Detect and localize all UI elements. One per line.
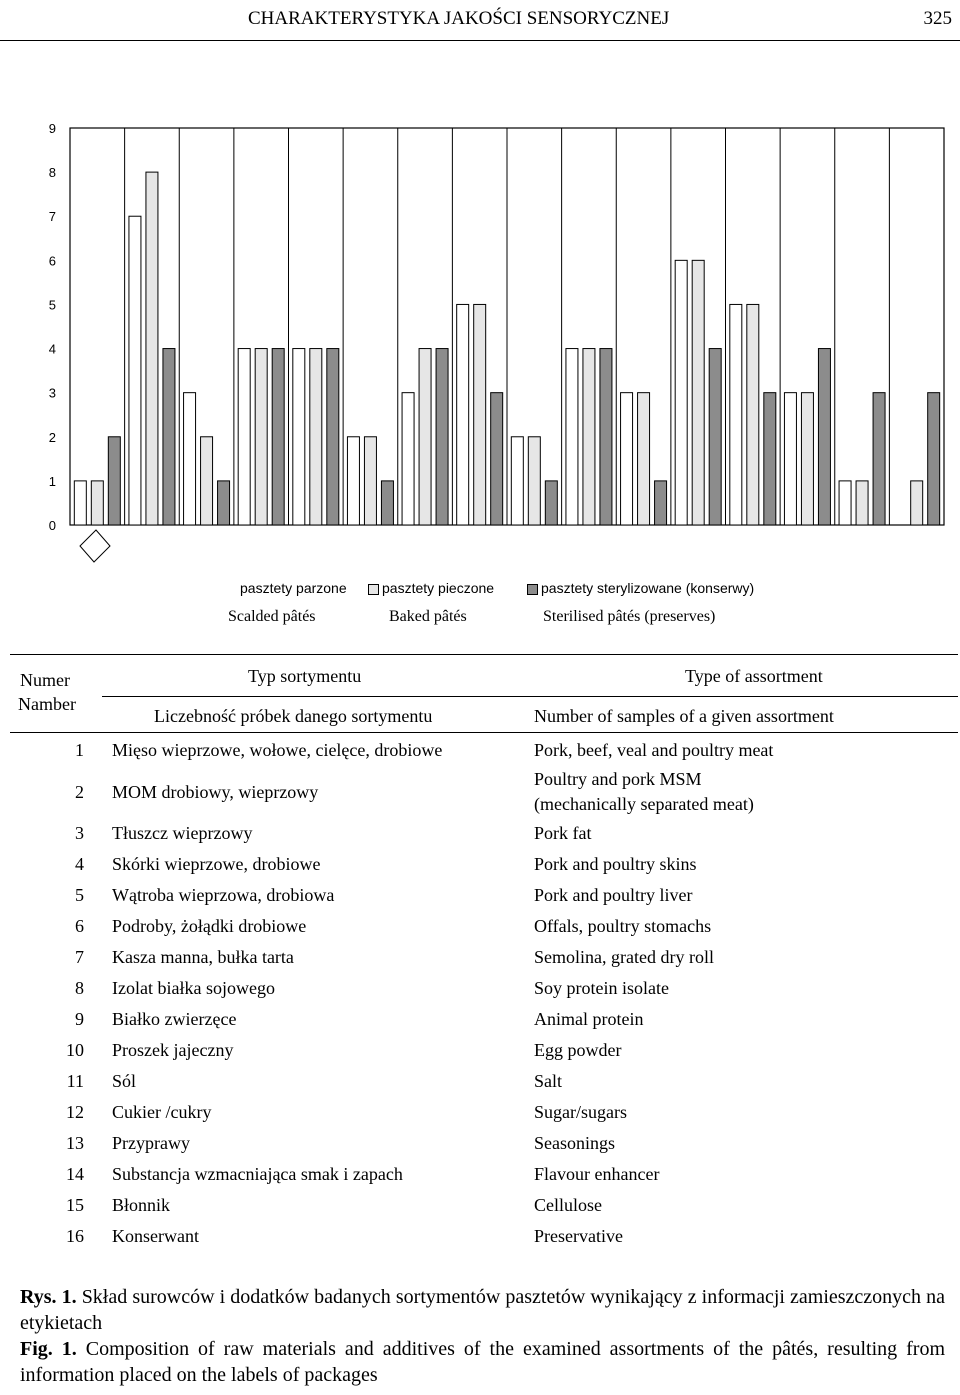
row-pl: Wątroba wieprzowa, drobiowa (112, 885, 335, 905)
row-pl: Tłuszcz wieprzowy (112, 823, 253, 843)
row-pl: Błonnik (112, 1195, 171, 1215)
y-tick-label: 3 (48, 385, 56, 401)
legend-label: pasztety parzone (240, 580, 347, 596)
3d-corner-decoration (80, 530, 110, 562)
bar-1-series-1 (74, 481, 86, 525)
row-number: 12 (66, 1102, 84, 1122)
bar-3-series-3 (218, 481, 230, 525)
row-pl: Konserwant (112, 1226, 199, 1246)
bar-6-series-3 (381, 481, 393, 525)
table-mid-rule (102, 696, 958, 697)
bar-7-series-3 (436, 349, 448, 525)
legend-swatch-light (368, 584, 379, 595)
bar-2-series-2 (146, 172, 158, 525)
col-type-pl: Typ sortymentu (248, 666, 362, 686)
bar-7-series-1 (402, 393, 414, 525)
bar-8-series-1 (457, 304, 469, 525)
y-tick-label: 5 (48, 297, 56, 313)
bar-16-series-2 (911, 481, 923, 525)
bar-5-series-2 (310, 349, 322, 525)
row-number: 9 (75, 1009, 84, 1029)
row-pl: Substancja wzmacniająca smak i zapach (112, 1164, 403, 1184)
row-pl: Cukier /cukry (112, 1102, 212, 1122)
bar-15-series-3 (873, 393, 885, 525)
row-pl: Sól (112, 1071, 137, 1091)
bar-10-series-1 (566, 349, 578, 525)
legend-en-sterilised: Sterilised pâtés (preserves) (543, 608, 716, 625)
row-number: 10 (66, 1040, 84, 1060)
bar-8-series-3 (491, 393, 503, 525)
caption-pl-text: Skład surowców i dodatków badanych sortymentów pasztetów wynikający z informacji zamieszczonych na etykietach (20, 1286, 946, 1334)
row-number: 1 (75, 740, 84, 760)
row-en: Flavour enhancer (534, 1164, 660, 1184)
running-title: CHARAKTERYSTYKA JAKOŚCI SENSORYCZNEJ (248, 8, 670, 29)
legend-label: pasztety sterylizowane (konserwy) (541, 580, 755, 596)
bar-14-series-1 (784, 393, 796, 525)
y-tick-label: 6 (48, 253, 56, 269)
bar-13-series-1 (730, 304, 742, 525)
row-en: Pork fat (534, 823, 592, 843)
col-type-en: Type of assortment (685, 666, 823, 686)
table-top-rule (10, 654, 958, 655)
legend-item-baked (368, 580, 494, 596)
row-en: Sugar/sugars (534, 1102, 627, 1122)
legend-label: pasztety pieczone (382, 580, 495, 596)
col-number-en: Namber (18, 694, 76, 714)
row-en: Poultry and pork MSM (534, 769, 702, 789)
table-header-rule (10, 732, 958, 733)
y-tick-label: 8 (48, 165, 56, 181)
y-tick-label: 4 (48, 341, 56, 357)
figure-caption (20, 1284, 945, 1388)
y-tick-label: 2 (48, 429, 56, 445)
bar-2-series-3 (163, 349, 175, 525)
caption-en-label: Fig. 1. (20, 1338, 77, 1360)
legend-en-baked: Baked pâtés (389, 608, 467, 625)
row-en: Pork and poultry liver (534, 885, 693, 905)
bar-2-series-1 (129, 216, 141, 525)
row-en: Egg powder (534, 1040, 622, 1060)
row-number: 4 (75, 854, 84, 874)
page-header (0, 0, 960, 41)
row-en: Offals, poultry stomachs (534, 916, 712, 936)
row-number: 11 (66, 1071, 84, 1091)
bar-9-series-1 (511, 437, 523, 525)
bar-5-series-3 (327, 349, 339, 525)
bar-10-series-3 (600, 349, 612, 525)
bar-3-series-2 (201, 437, 213, 525)
row-number: 6 (75, 916, 84, 936)
row-en: Preservative (534, 1226, 623, 1246)
bar-14-series-3 (818, 349, 830, 525)
caption-en-text: Composition of raw materials and additives of the examined assortments of the pâtés, resulting from information placed on the labels of packages (20, 1338, 946, 1386)
row-en: Salt (534, 1071, 563, 1091)
legend-item-scalded (226, 580, 347, 596)
row-number: 8 (75, 978, 84, 998)
row-en: Animal protein (534, 1009, 644, 1029)
bar-11-series-1 (621, 393, 633, 525)
row-number: 13 (66, 1133, 84, 1153)
bar-4-series-1 (238, 349, 250, 525)
legend-swatch-dark (527, 584, 538, 595)
caption-en (20, 1336, 945, 1388)
legend-en-scalded: Scalded pâtés (228, 608, 316, 625)
row-en: Cellulose (534, 1195, 602, 1215)
bar-15-series-2 (856, 481, 868, 525)
legend-swatch-white (226, 584, 237, 595)
row-pl: Przyprawy (112, 1133, 190, 1153)
row-en: Soy protein isolate (534, 978, 669, 998)
row-pl: Podroby, żołądki drobiowe (112, 916, 307, 936)
bar-13-series-3 (764, 393, 776, 525)
row-number: 15 (66, 1195, 84, 1215)
bar-12-series-3 (709, 349, 721, 525)
row-pl: Kasza manna, bułka tarta (112, 947, 294, 967)
row-number: 7 (75, 947, 84, 967)
col-count-en: Number of samples of a given assortment (534, 706, 834, 726)
legend-item-sterilised (527, 580, 754, 596)
bar-12-series-1 (675, 260, 687, 525)
row-number: 2 (75, 782, 84, 802)
bar-7-series-2 (419, 349, 431, 525)
row-en-2: (mechanically separated meat) (534, 794, 754, 814)
row-pl: MOM drobiowy, wieprzowy (112, 782, 319, 802)
row-pl: Proszek jajeczny (112, 1040, 234, 1060)
y-tick-label: 7 (48, 209, 56, 225)
bar-9-series-2 (528, 437, 540, 525)
bar-11-series-2 (638, 393, 650, 525)
bar-12-series-2 (692, 260, 704, 525)
y-tick-label: 9 (48, 121, 56, 136)
row-pl: Skórki wieprzowe, drobiowe (112, 854, 321, 874)
bar-1-series-2 (91, 481, 103, 525)
bar-4-series-2 (255, 349, 267, 525)
bar-4-series-3 (272, 349, 284, 525)
row-en: Seasonings (534, 1133, 615, 1153)
row-pl: Białko zwierzęce (112, 1009, 237, 1029)
caption-pl-label: Rys. 1. (20, 1286, 77, 1308)
row-en: Pork, beef, veal and poultry meat (534, 740, 774, 760)
chart-legend (0, 578, 960, 600)
row-pl: Mięso wieprzowe, wołowe, cielęce, drobiowe (112, 740, 443, 760)
bar-11-series-3 (655, 481, 667, 525)
bar-9-series-3 (545, 481, 557, 525)
bar-5-series-1 (293, 349, 305, 525)
y-tick-label: 0 (48, 518, 56, 533)
y-axis-ticks (49, 121, 56, 533)
row-pl: Izolat białka sojowego (112, 978, 275, 998)
row-en: Semolina, grated dry roll (534, 947, 714, 967)
row-number: 3 (75, 823, 84, 843)
caption-pl (20, 1284, 945, 1336)
bar-15-series-1 (839, 481, 851, 525)
bar-10-series-2 (583, 349, 595, 525)
bar-8-series-2 (474, 304, 486, 525)
bar-16-series-3 (928, 393, 940, 525)
row-number: 16 (66, 1226, 84, 1246)
bar-3-series-1 (184, 393, 196, 525)
row-number: 5 (75, 885, 84, 905)
row-number: 14 (66, 1164, 84, 1184)
bar-6-series-2 (364, 437, 376, 525)
row-en: Pork and poultry skins (534, 854, 697, 874)
bar-13-series-2 (747, 304, 759, 525)
bar-14-series-2 (801, 393, 813, 525)
col-number-pl: Numer (20, 670, 70, 690)
bar-chart (0, 110, 960, 570)
col-count-pl: Liczebność próbek danego sortymentu (154, 706, 433, 726)
bar-1-series-3 (108, 437, 120, 525)
page-number: 325 (923, 8, 952, 29)
y-tick-label: 1 (48, 473, 56, 489)
bar-6-series-1 (347, 437, 359, 525)
